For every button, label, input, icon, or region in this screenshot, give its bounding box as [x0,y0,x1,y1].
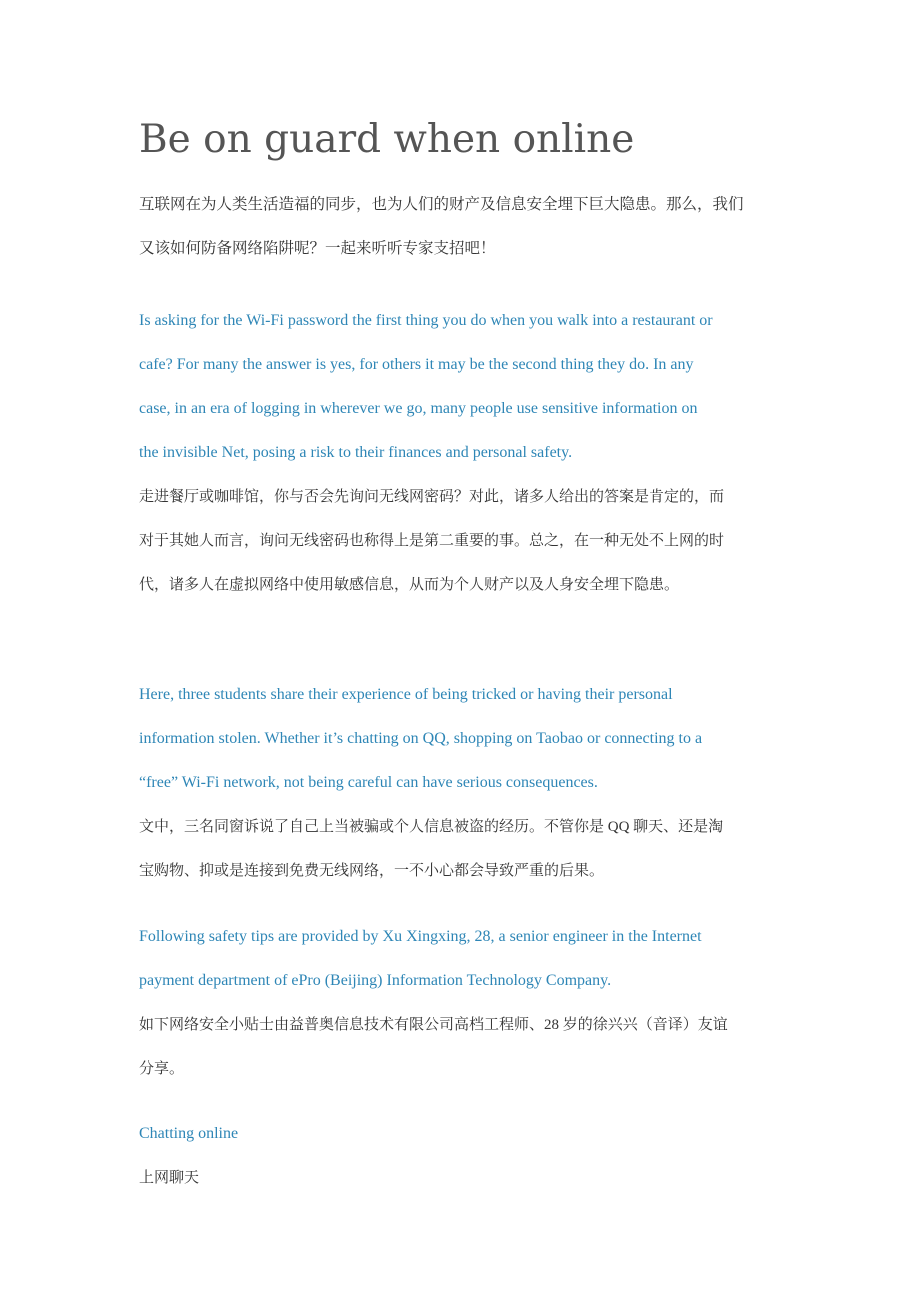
intro-line: 互联网在为人类生活造福的同步，也为人们的财产及信息安全埋下巨大隐患。那么，我们 [139,195,744,213]
section-heading-chinese [139,1156,784,1200]
text-line: 走进餐厅或咖啡馆，你与否会先询问无线网密码？对此，诸多人给出的答案是肯定的，而 [139,489,725,505]
text-line: 分享。 [139,1061,185,1077]
section-heading-chatting-online-zh: 上网聊天 [139,1170,200,1186]
section-heading-english [139,1112,784,1156]
text-line: payment department of ePro (Beijing) Information Technology Company. [139,972,612,989]
text-line: Here, three students share their experience of being tricked or having their personal [139,686,673,703]
text-line: Is asking for the Wi-Fi password the first thing you do when you walk into a restaurant or [139,312,713,329]
text-line: 对于其她人而言，询问无线密码也称得上是第二重要的事。总之，在一种无处不上网的时 [139,533,725,549]
paragraph-2-chinese [139,805,784,893]
text-line: 文中，三名同窗诉说了自己上当被骗或个人信息被盗的经历。不管你是 QQ 聊天、还是淘 [139,819,724,835]
text-line: 宝购物、抑或是连接到免费无线网络，一不小心都会导致严重的后果。 [139,863,605,879]
article-title: Be on guard when online [139,117,635,162]
paragraph-2-english [139,673,784,805]
paragraph-3-english [139,915,784,1003]
section-heading-chatting-online: Chatting online [139,1125,239,1142]
text-line: case, in an era of logging in wherever we go, many people use sensitive information on [139,400,698,417]
text-line: 如下网络安全小贴士由益普奥信息技术有限公司高档工程师、28 岁的徐兴兴（音译）友谊 [139,1017,728,1033]
paragraph-1-chinese [139,475,784,607]
paragraph-1-english [139,299,784,475]
text-line: 代，诸多人在虚拟网络中使用敏感信息，从而为个人财产以及人身安全埋下隐患。 [139,577,680,593]
text-line: cafe? For many the answer is yes, for others it may be the second thing they do. In any [139,356,694,373]
paragraph-3-chinese [139,1003,784,1091]
intro-paragraph [139,182,784,270]
text-line: “free” Wi-Fi network, not being careful can have serious consequences. [139,774,598,791]
intro-line: 又该如何防备网络陷阱呢？一起来听听专家支招吧！ [139,239,496,257]
text-line: the invisible Net, posing a risk to their finances and personal safety. [139,444,573,461]
text-line: Following safety tips are provided by Xu Xingxing, 28, a senior engineer in the Internet [139,928,702,945]
text-line: information stolen. Whether it’s chatting on QQ, shopping on Taobao or connecting to a [139,730,703,747]
